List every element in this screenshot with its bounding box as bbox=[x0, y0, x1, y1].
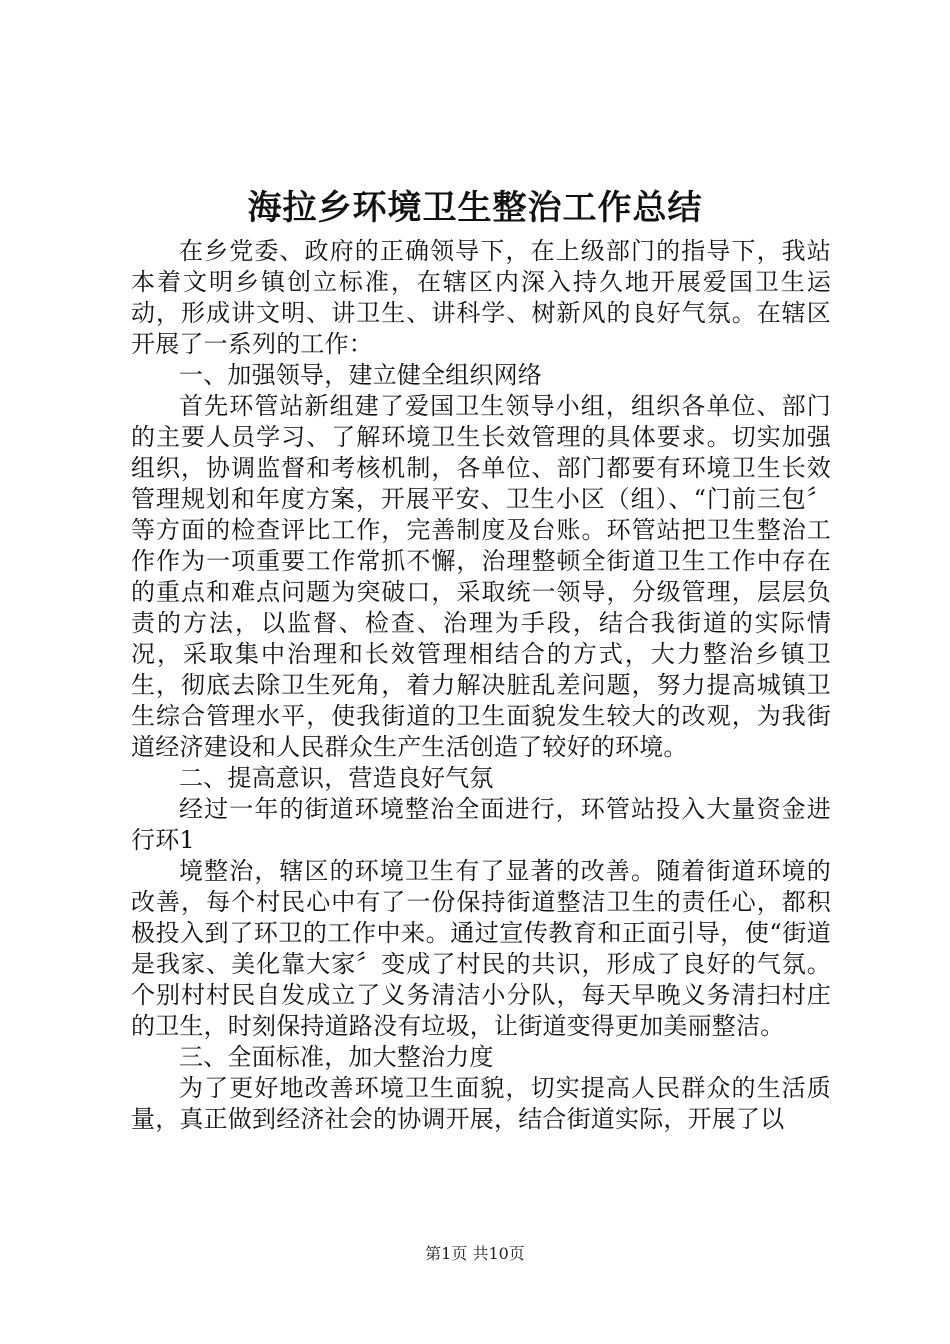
section-heading-1: 一、加强领导，建立健全组织网络 bbox=[179, 361, 542, 389]
section-heading-2: 二、提高意识，营造良好气氛 bbox=[179, 764, 494, 792]
paragraph-section-3: 为了更好地改善环境卫生面貌，切实提高人民群众的生活质量，真正做到经济社会的协调开展，结合街道实际，开展了以 bbox=[131, 1074, 831, 1133]
document-title: 海拉乡环境卫生整治工作总结 bbox=[247, 188, 703, 228]
page-number-footer: 第1页 共10页 bbox=[425, 1244, 525, 1263]
paragraph-section-2b: 境整治，辖区的环境卫生有了显著的改善。随着街道环境的改善，每个村民心中有了一份保持街道整洁卫生的责任心，都积极投入到了环卫的工作中来。通过宣传教育和正面引导，使“街道是我家、美化靠大家〞变成了村民的共识，形成了良好的气氛。个别村村民自发成立了义务清洁小分队，每天早晚义务清扫村庄的卫生，时刻保持道路没有垃圾，让街道变得更加美丽整洁。 bbox=[131, 857, 831, 1040]
paragraph-intro: 在乡党委、政府的正确领导下，在上级部门的指导下，我站本着文明乡镇创立标准，在辖区内深入持久地开展爱国卫生运动，形成讲文明、讲卫生、讲科学、树新风的良好气氛。在辖区开展了一系列的工作： bbox=[131, 237, 831, 358]
section-heading-3: 三、全面标准，加大整治力度 bbox=[179, 1043, 494, 1071]
paragraph-section-2a: 经过一年的街道环境整治全面进行，环管站投入大量资金进行环1 bbox=[131, 795, 831, 854]
paragraph-section-1: 首先环管站新组建了爱国卫生领导小组，组织各单位、部门的主要人员学习、了解环境卫生长效管理的具体要求。切实加强组织，协调监督和考核机制，各单位、部门都要有环境卫生长效管理规划和年度方案，开展平安、卫生小区（组）、“门前三包〞等方面的检查评比工作，完善制度及台账。环管站把卫生整治工作作为一项重要工作常抓不懈，治理整顿全街道卫生工作中存在的重点和难点问题为突破口，采取统一领导，分级管理，层层负责的方法，以监督、检查、治理为手段，结合我街道的实际情况，采取集中治理和长效管理相结合的方式，大力整治乡镇卫生，彻底去除卫生死角，着力解决脏乱差问题，努力提高城镇卫生综合管理水平，使我街道的卫生面貌发生较大的改观，为我街道经济建设和人民群众生产生活创造了较好的环境。 bbox=[131, 392, 831, 761]
document-body bbox=[131, 236, 831, 1135]
